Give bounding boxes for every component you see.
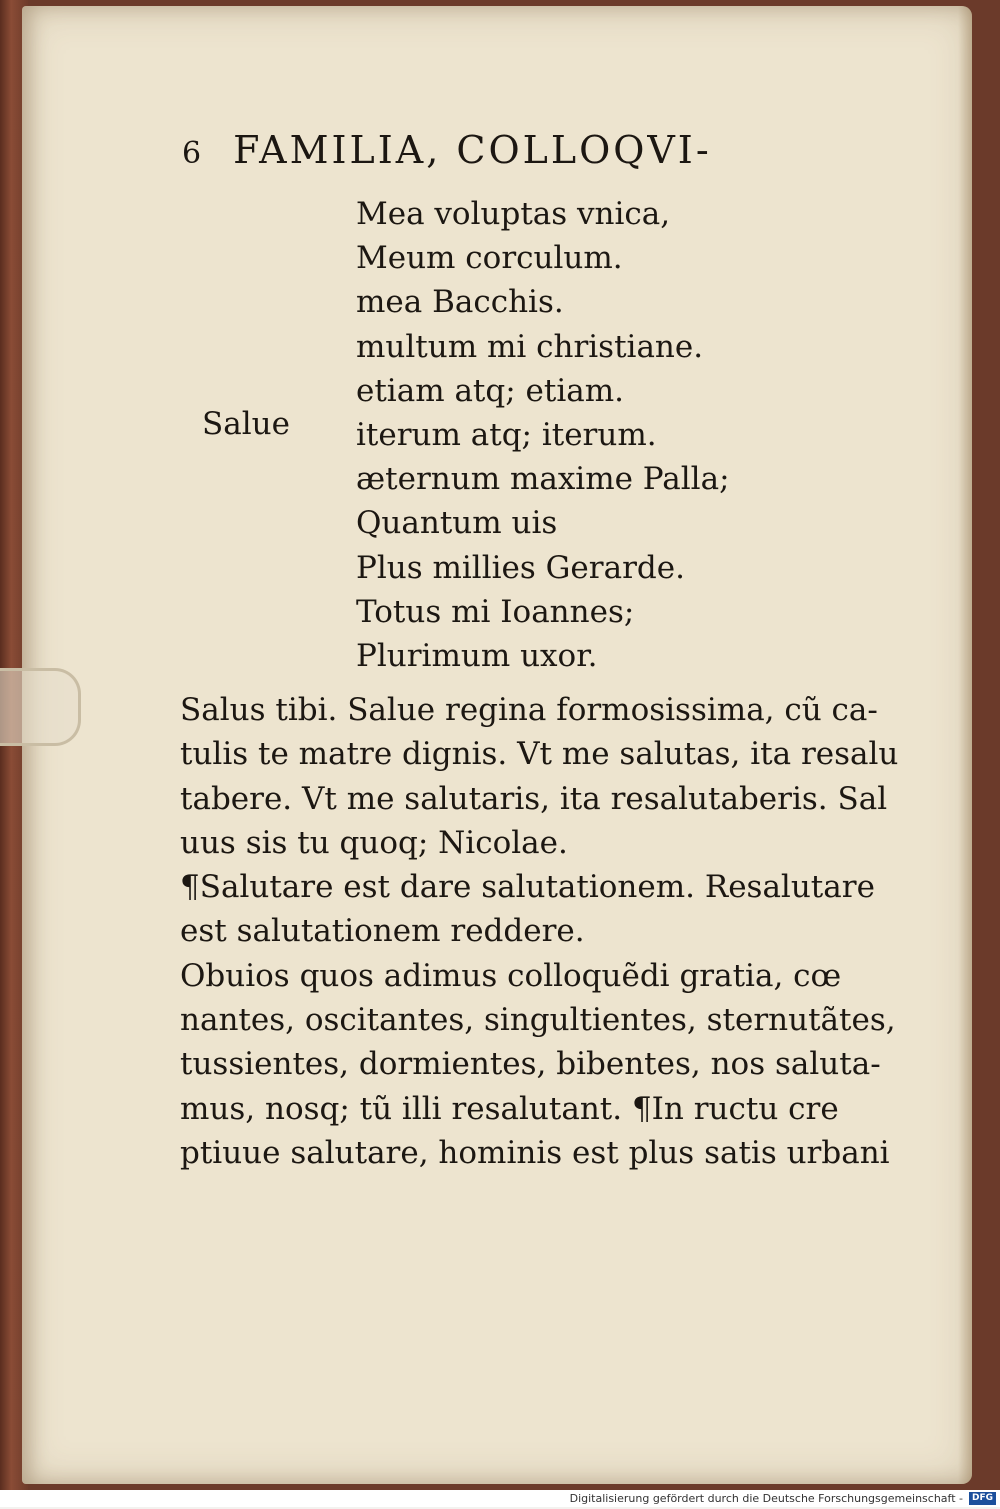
running-head-title: FAMILIA, COLLOQVI- bbox=[233, 128, 712, 172]
running-head bbox=[182, 128, 712, 172]
page-clasp bbox=[0, 668, 81, 746]
prose-line: ¶Salutare est dare salutationem. Resalutare bbox=[180, 869, 875, 906]
greeting-line: æternum maxime Palla; bbox=[356, 461, 730, 498]
greeting-line: etiam atq; etiam. bbox=[356, 372, 624, 409]
prose-paragraph bbox=[180, 688, 900, 1175]
prose-line: tabere. Vt me salutaris, ita resalutaberis. Sal bbox=[180, 780, 888, 817]
dfg-logo[interactable]: DFG bbox=[969, 1492, 996, 1505]
greeting-line: Plus millies Gerarde. bbox=[356, 549, 685, 586]
greeting-line: mea Bacchis. bbox=[356, 284, 564, 321]
prose-line: Obuios quos adimus colloquẽdi gratia, cœ bbox=[180, 957, 842, 994]
prose-line: nantes, oscitantes, singultientes, sternutãtes, bbox=[180, 1002, 896, 1039]
greeting-line: Mea voluptas vnica, bbox=[356, 196, 671, 232]
greeting-label: Salue bbox=[202, 406, 290, 442]
greeting-line: Totus mi Ioannes; bbox=[356, 593, 635, 630]
footer-bar bbox=[0, 1490, 1000, 1507]
greeting-list bbox=[356, 192, 730, 678]
prose-line: Salus tibi. Salue regina formosissima, cũ ca- bbox=[180, 692, 878, 728]
prose-line: est salutationem reddere. bbox=[180, 913, 585, 950]
greeting-line: Meum corculum. bbox=[356, 240, 623, 277]
greeting-line: iterum atq; iterum. bbox=[356, 417, 657, 454]
prose-line: uus sis tu quoq; Nicolae. bbox=[180, 824, 568, 861]
prose-line: tulis te matre dignis. Vt me salutas, ita resalu bbox=[180, 736, 899, 773]
page-edge-shadow bbox=[958, 6, 972, 1484]
prose-line: ptiuue salutare, hominis est plus satis urbani bbox=[180, 1134, 890, 1171]
greeting-line: Plurimum uxor. bbox=[356, 638, 598, 675]
greeting-line: multum mi christiane. bbox=[356, 328, 704, 365]
funding-notice: Digitalisierung gefördert durch die Deutsche Forschungsgemeinschaft - bbox=[569, 1492, 963, 1505]
prose-line: tussientes, dormientes, bibentes, nos saluta- bbox=[180, 1046, 881, 1083]
greeting-line: Quantum uis bbox=[356, 505, 558, 542]
page-number: 6 bbox=[182, 136, 202, 171]
prose-line: mus, nosq; tũ illi resalutant. ¶In ructu cre bbox=[180, 1090, 839, 1127]
